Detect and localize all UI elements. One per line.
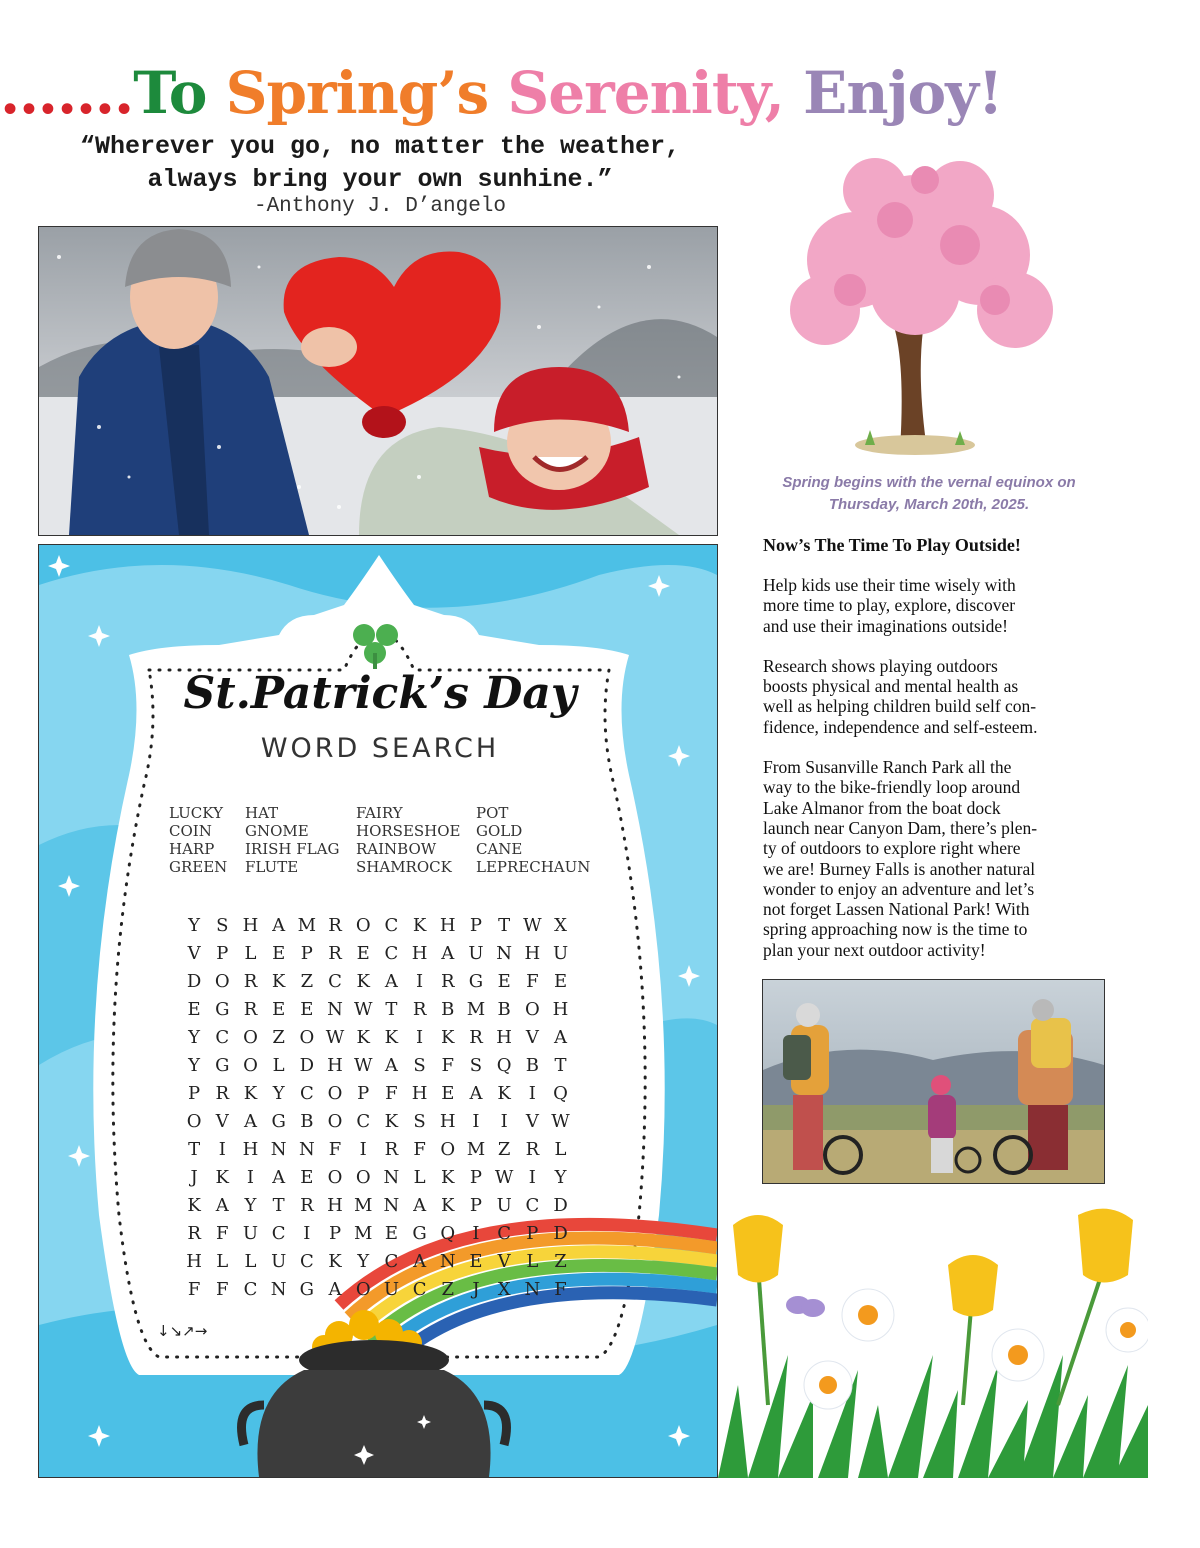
grid-letter: C xyxy=(525,1195,540,1216)
word-list-column-1 xyxy=(169,804,227,876)
grid-letter: A xyxy=(441,943,455,964)
grid-letter: T xyxy=(498,915,511,936)
grid-row xyxy=(180,1108,575,1136)
grid-letter: A xyxy=(215,1195,229,1216)
grid-letter: F xyxy=(554,1279,567,1300)
grid-letter: O xyxy=(355,1279,371,1300)
grid-letter: P xyxy=(469,915,483,936)
grid-letter: L xyxy=(272,1055,285,1076)
grid-letter: Y xyxy=(357,1251,370,1272)
grid-letter: C xyxy=(384,943,399,964)
grid-letter: Y xyxy=(188,1027,201,1048)
word-list-item: POT xyxy=(476,804,509,822)
grid-row xyxy=(180,1248,575,1276)
grid-letter: H xyxy=(242,915,259,936)
grid-letter: V xyxy=(497,1251,511,1272)
grid-letter: O xyxy=(440,1139,456,1160)
grid-letter: E xyxy=(300,999,314,1020)
grid-letter: T xyxy=(554,1055,567,1076)
grid-letter: C xyxy=(328,971,342,992)
grid-letter: Q xyxy=(553,1083,568,1104)
headline-part: ……. xyxy=(0,59,134,127)
grid-letter: K xyxy=(441,1027,455,1048)
grid-letter: H xyxy=(411,1083,428,1104)
grid-letter: Z xyxy=(272,1027,285,1048)
grid-letter: B xyxy=(441,999,455,1020)
grid-letter: U xyxy=(383,1279,399,1300)
grid-letter: E xyxy=(272,999,286,1020)
grid-letter: I xyxy=(218,1139,226,1160)
grid-row xyxy=(180,1164,575,1192)
grid-letter: L xyxy=(244,943,257,964)
grid-row xyxy=(180,1052,575,1080)
grid-letter: O xyxy=(524,999,540,1020)
grid-letter: S xyxy=(413,1055,426,1076)
grid-letter: H xyxy=(327,1195,343,1216)
grid-letter: O xyxy=(327,1083,343,1104)
word-list-item: HARP xyxy=(169,840,215,858)
grid-letter: D xyxy=(299,1055,315,1076)
grid-letter: H xyxy=(327,1055,343,1076)
article-line: Help kids use their time wisely with xyxy=(763,575,1016,595)
grid-letter: V xyxy=(525,1111,539,1132)
grid-letter: E xyxy=(187,999,201,1020)
grid-letter: N xyxy=(327,999,343,1020)
grid-letter: K xyxy=(187,1195,201,1216)
grid-letter: A xyxy=(554,1027,568,1048)
grid-row xyxy=(180,1136,575,1164)
grid-letter: R xyxy=(469,1027,483,1048)
word-search-grid xyxy=(180,912,575,1304)
grid-letter: R xyxy=(328,943,342,964)
grid-letter: A xyxy=(272,1167,286,1188)
grid-letter: K xyxy=(243,1083,258,1104)
article-line: Lake Almanor from the boat dock xyxy=(763,797,1001,818)
grid-letter: O xyxy=(243,1027,258,1048)
grid-letter: K xyxy=(356,1027,370,1048)
grid-letter: K xyxy=(412,915,427,936)
grid-letter: H xyxy=(411,943,428,964)
grid-letter: R xyxy=(243,971,258,992)
word-list-item: HORSESHOE xyxy=(356,822,461,840)
grid-letter: F xyxy=(216,1223,229,1244)
grid-letter: W xyxy=(494,1167,514,1188)
grid-letter: N xyxy=(524,1279,541,1300)
quote-line-1: “Wherever you go, no matter the weather, xyxy=(79,132,681,161)
grid-letter: H xyxy=(439,915,456,936)
grid-letter: C xyxy=(384,915,399,936)
grid-letter: O xyxy=(299,1027,315,1048)
grid-letter: L xyxy=(244,1251,257,1272)
grid-letter: H xyxy=(496,1027,512,1048)
word-list-item: IRISH FLAG xyxy=(245,840,340,858)
word-list-item: LEPRECHAUN xyxy=(476,858,591,876)
grid-letter: I xyxy=(500,1111,508,1132)
equinox-caption xyxy=(764,472,1094,516)
grid-letter: U xyxy=(552,943,569,964)
article-paragraph-1 xyxy=(763,575,1093,636)
quote-line-2: always bring your own sunhine.” xyxy=(147,165,613,194)
grid-letter: K xyxy=(441,1195,455,1216)
grid-letter: C xyxy=(412,1279,427,1300)
headline-part: Enjoy! xyxy=(803,59,1003,127)
grid-letter: N xyxy=(270,1139,287,1160)
grid-letter: N xyxy=(496,943,513,964)
grid-letter: L xyxy=(413,1167,426,1188)
article-line: launch near Canyon Dam, there’s plen- xyxy=(763,817,1038,838)
grid-letter: F xyxy=(187,1279,201,1300)
article-line: not forget Lassen National Park! With xyxy=(763,899,1030,920)
grid-letter: R xyxy=(300,1195,314,1216)
grid-row xyxy=(180,968,575,996)
grid-letter: S xyxy=(216,915,229,936)
grid-letter: H xyxy=(242,1139,259,1160)
word-search-title: St.Patrick’s Day xyxy=(183,668,577,719)
grid-row xyxy=(180,940,575,968)
grid-letter: P xyxy=(469,1195,483,1216)
grid-letter: C xyxy=(497,1223,512,1244)
grid-letter: G xyxy=(215,1055,230,1076)
article-line: we are! Burney Falls is another natural xyxy=(763,858,1036,879)
article-line: spring approaching now is the time to xyxy=(763,919,1028,940)
grid-letter: R xyxy=(187,1223,201,1244)
article-line: fidence, independence and self-esteem. xyxy=(763,716,1038,737)
quote-author: -Anthony J. D’angelo xyxy=(253,195,507,218)
article-paragraph-2 xyxy=(763,656,1093,737)
word-list-item: FAIRY xyxy=(356,804,403,822)
grid-letter: G xyxy=(299,1279,315,1300)
grid-letter: W xyxy=(353,1055,373,1076)
grid-letter: K xyxy=(441,1167,455,1188)
grid-letter: O xyxy=(214,971,230,992)
kids-winter-photo xyxy=(38,226,718,536)
grid-letter: C xyxy=(299,1251,314,1272)
quote-block xyxy=(30,130,730,218)
grid-letter: F xyxy=(328,1139,342,1160)
grid-letter: K xyxy=(328,1251,342,1272)
grid-letter: M xyxy=(466,1139,486,1160)
grid-letter: I xyxy=(416,971,424,992)
grid-letter: I xyxy=(359,1139,367,1160)
grid-letter: E xyxy=(469,1251,483,1272)
grid-letter: M xyxy=(297,915,317,936)
grid-letter: R xyxy=(441,971,455,992)
grid-letter: W xyxy=(353,999,373,1020)
grid-letter: U xyxy=(242,1223,259,1244)
grid-letter: F xyxy=(413,1139,426,1160)
grid-letter: O xyxy=(355,915,371,936)
grid-letter: C xyxy=(356,1111,371,1132)
grid-letter: I xyxy=(246,1167,255,1188)
grid-letter: H xyxy=(524,943,541,964)
grid-letter: F xyxy=(385,1083,398,1104)
grid-letter: R xyxy=(525,1139,540,1160)
grid-letter: R xyxy=(328,915,342,936)
grid-letter: O xyxy=(186,1111,202,1132)
grid-letter: R xyxy=(384,1139,399,1160)
grid-letter: D xyxy=(553,1195,568,1216)
grid-letter: I xyxy=(472,1223,480,1244)
grid-letter: F xyxy=(526,971,539,992)
grid-letter: I xyxy=(472,1111,480,1132)
word-list-item: RAINBOW xyxy=(356,840,437,858)
headline-part: Serenity, xyxy=(507,59,804,127)
grid-letter: X xyxy=(554,915,567,936)
grid-letter: A xyxy=(384,1055,398,1076)
headline-part: To xyxy=(133,59,226,127)
grid-letter: O xyxy=(327,1167,343,1188)
grid-letter: U xyxy=(468,943,484,964)
grid-letter: C xyxy=(243,1279,258,1300)
grid-row xyxy=(180,1080,575,1108)
grid-letter: L xyxy=(526,1251,539,1272)
grid-letter: K xyxy=(215,1167,229,1188)
grid-letter: A xyxy=(413,1195,427,1216)
grid-letter: E xyxy=(553,971,568,992)
grid-letter: F xyxy=(441,1055,455,1076)
grid-letter: Z xyxy=(300,971,314,992)
grid-letter: R xyxy=(243,999,258,1020)
grid-letter: Q xyxy=(440,1223,456,1244)
grid-letter: E xyxy=(441,1083,455,1104)
equinox-caption-line-2: Thursday, March 20th, 2025. xyxy=(828,496,1030,513)
word-list-item: HAT xyxy=(245,804,279,822)
grid-letter: D xyxy=(553,1223,568,1244)
grid-letter: P xyxy=(300,943,313,964)
grid-letter: M xyxy=(354,1195,373,1216)
grid-letter: C xyxy=(384,1251,399,1272)
headline-part: Spring’s xyxy=(225,59,508,127)
grid-letter: V xyxy=(187,943,201,964)
article-line: way to the bike-friendly loop around xyxy=(763,777,1021,798)
direction-arrows: ↓↘↗→ xyxy=(157,1322,208,1340)
grid-letter: L xyxy=(216,1251,229,1272)
grid-letter: N xyxy=(270,1279,287,1300)
grid-letter: K xyxy=(384,1027,399,1048)
article-line: more time to play, explore, discover xyxy=(763,595,1016,616)
grid-row xyxy=(180,996,575,1024)
grid-letter: P xyxy=(357,1083,370,1104)
word-list-item: CANE xyxy=(476,840,523,858)
article xyxy=(763,535,1093,960)
article-line: From Susanville Ranch Park all the xyxy=(763,757,1012,778)
grid-letter: N xyxy=(298,1139,315,1160)
grid-letter: J xyxy=(190,1167,198,1188)
word-search-subtitle: WORD SEARCH xyxy=(260,733,500,764)
grid-letter: P xyxy=(526,1223,539,1244)
grid-letter: P xyxy=(188,1083,201,1104)
grid-letter: A xyxy=(243,1111,257,1132)
grid-letter: A xyxy=(413,1251,427,1272)
grid-letter: A xyxy=(328,1279,342,1300)
grid-letter: Z xyxy=(441,1279,455,1300)
article-heading: Now’s The Time To Play Outside! xyxy=(763,535,1021,555)
grid-letter: Y xyxy=(244,1195,257,1216)
grid-letter: N xyxy=(383,1167,400,1188)
word-list-item: GREEN xyxy=(169,858,228,876)
grid-letter: I xyxy=(303,1223,311,1244)
grid-letter: R xyxy=(215,1083,230,1104)
grid-letter: R xyxy=(412,999,427,1020)
grid-letter: E xyxy=(497,971,511,992)
grid-letter: E xyxy=(300,1167,314,1188)
word-list-column-3 xyxy=(356,804,461,876)
grid-letter: H xyxy=(439,1111,456,1132)
grid-letter: O xyxy=(327,1111,343,1132)
grid-letter: W xyxy=(325,1027,345,1048)
grid-letter: C xyxy=(215,1027,230,1048)
grid-letter: L xyxy=(554,1139,567,1160)
grid-letter: B xyxy=(300,1111,314,1132)
grid-letter: G xyxy=(271,1111,286,1132)
article-line: Research shows playing outdoors xyxy=(763,655,998,676)
word-list-item: GOLD xyxy=(476,822,523,840)
grid-letter: X xyxy=(497,1279,511,1300)
grid-letter: O xyxy=(355,1167,371,1188)
tulips-illustration xyxy=(718,1205,1148,1478)
grid-letter: T xyxy=(385,999,398,1020)
grid-row xyxy=(180,1276,575,1304)
grid-letter: A xyxy=(469,1083,483,1104)
word-list-column-4 xyxy=(476,804,590,876)
equinox-caption-line-1: Spring begins with the vernal equinox on xyxy=(782,474,1076,491)
grid-letter: G xyxy=(412,1223,427,1244)
grid-letter: T xyxy=(272,1195,285,1216)
grid-letter: K xyxy=(497,1083,511,1104)
grid-letter: B xyxy=(497,999,511,1020)
grid-row xyxy=(180,1220,575,1248)
grid-letter: F xyxy=(216,1279,229,1300)
grid-letter: S xyxy=(469,1055,483,1076)
article-line: ty of outdoors to explore right where xyxy=(763,838,1021,859)
grid-letter: W xyxy=(551,1111,570,1132)
grid-letter: J xyxy=(472,1279,480,1300)
grid-letter: E xyxy=(356,943,370,964)
grid-letter: I xyxy=(528,1167,536,1188)
grid-letter: G xyxy=(215,999,230,1020)
grid-letter: U xyxy=(271,1251,287,1272)
grid-letter: H xyxy=(552,999,569,1020)
grid-letter: N xyxy=(439,1251,456,1272)
grid-letter: G xyxy=(468,971,484,992)
word-list-column-2 xyxy=(245,804,339,876)
grid-letter: H xyxy=(186,1251,202,1272)
grid-letter: K xyxy=(356,971,370,992)
grid-letter: Y xyxy=(272,1083,285,1104)
grid-row xyxy=(180,1192,575,1220)
grid-letter: D xyxy=(186,971,202,992)
grid-letter: Z xyxy=(497,1139,511,1160)
grid-letter: P xyxy=(469,1167,483,1188)
grid-letter: C xyxy=(271,1223,286,1244)
grid-letter: S xyxy=(413,1111,426,1132)
grid-row xyxy=(180,912,575,940)
grid-letter: M xyxy=(354,1223,373,1244)
grid-letter: E xyxy=(272,943,286,964)
grid-letter: A xyxy=(272,915,286,936)
grid-letter: Z xyxy=(554,1251,567,1272)
cherry-blossom-tree-illustration xyxy=(765,150,1075,460)
article-paragraph-3 xyxy=(763,757,1093,960)
grid-letter: V xyxy=(525,1027,539,1048)
article-line: and use their imaginations outside! xyxy=(763,615,1008,636)
grid-letter: N xyxy=(383,1195,400,1216)
word-list-item: SHAMROCK xyxy=(356,858,452,876)
grid-letter: A xyxy=(384,971,398,992)
word-list-item: LUCKY xyxy=(169,804,223,822)
grid-letter: P xyxy=(328,1223,342,1244)
article-line: plan your next outdoor activity! xyxy=(763,939,986,960)
grid-letter: E xyxy=(384,1223,398,1244)
word-list-item: FLUTE xyxy=(245,858,299,876)
grid-letter: Y xyxy=(188,915,201,936)
family-biking-photo xyxy=(762,979,1105,1184)
grid-letter: K xyxy=(271,971,286,992)
grid-letter: I xyxy=(416,1027,424,1048)
grid-letter: U xyxy=(496,1195,512,1216)
grid-letter: V xyxy=(215,1111,229,1132)
grid-letter: O xyxy=(243,1055,258,1076)
word-list-item: COIN xyxy=(169,822,212,840)
word-list-item: GNOME xyxy=(245,822,309,840)
grid-letter: M xyxy=(466,999,486,1020)
article-line: wonder to enjoy an adventure and let’s xyxy=(763,878,1035,899)
grid-letter: Y xyxy=(554,1167,567,1188)
grid-letter: P xyxy=(216,943,229,964)
page-headline xyxy=(0,58,1200,128)
grid-letter: Q xyxy=(496,1055,512,1076)
grid-letter: W xyxy=(523,915,542,936)
grid-letter: C xyxy=(299,1083,314,1104)
grid-row xyxy=(180,1024,575,1052)
grid-letter: I xyxy=(528,1083,536,1104)
grid-letter: B xyxy=(525,1055,539,1076)
article-line: well as helping children build self con- xyxy=(763,696,1037,717)
grid-letter: K xyxy=(384,1111,399,1132)
grid-letter: Y xyxy=(188,1055,201,1076)
grid-letter: T xyxy=(188,1139,201,1160)
article-line: boosts physical and mental health as xyxy=(763,676,1019,697)
